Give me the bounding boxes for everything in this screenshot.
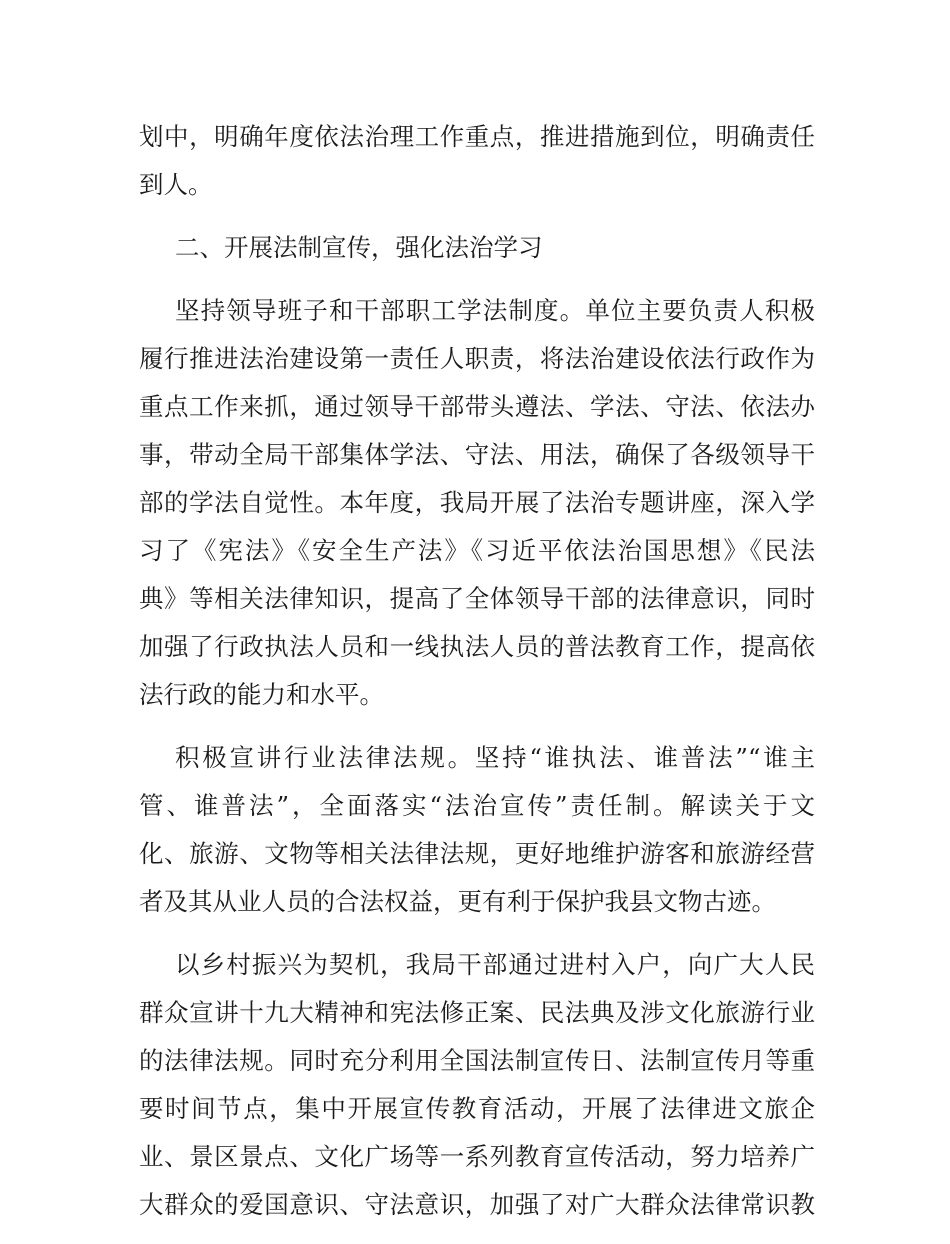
document-body xyxy=(139,113,815,1244)
text-line: 大群众的爱国意识、守法意识，加强了对广大群众法律常识教 xyxy=(139,1190,815,1219)
text-line: 法行政的能力和水平。 xyxy=(139,680,384,709)
text-line: 典》等相关法律知识，提高了全体领导干部的法律意识，同时 xyxy=(139,584,815,613)
text-line: 加强了行政执法人员和一线执法人员的普法教育工作，提高依 xyxy=(139,632,815,661)
heading-text: 二、开展法制宣传，强化法治学习 xyxy=(175,233,543,262)
text-line: 坚持领导班子和干部职工学法制度。单位主要负责人积极 xyxy=(175,296,815,325)
section-heading xyxy=(139,224,815,272)
text-line: 习了《宪法》《安全生产法》《习近平依法治国思想》《民法 xyxy=(139,536,815,565)
paragraph-continuation xyxy=(139,113,815,209)
text-line: 到人。 xyxy=(139,170,213,199)
text-line: 的法律法规。同时充分利用全国法制宣传日、法制宣传月等重 xyxy=(139,1046,815,1075)
text-line: 重点工作来抓，通过领导干部带头遵法、学法、守法、依法办 xyxy=(139,392,815,421)
text-line: 积极宣讲行业法律法规。坚持“谁执法、谁普法”“谁主 xyxy=(175,743,815,772)
text-line: 履行推进法治建设第一责任人职责，将法治建设依法行政作为 xyxy=(139,344,815,373)
paragraph-industry-law xyxy=(139,734,815,926)
text-line: 部的学法自觉性。本年度，我局开展了法治专题讲座，深入学 xyxy=(139,488,815,517)
text-line: 以乡村振兴为契机，我局干部通过进村入户，向广大人民 xyxy=(175,950,815,979)
text-line: 管、谁普法”，全面落实“法治宣传”责任制。解读关于文 xyxy=(139,791,815,820)
text-line: 化、旅游、文物等相关法律法规，更好地维护游客和旅游经营 xyxy=(139,839,815,868)
text-line: 业、景区景点、文化广场等一系列教育宣传活动，努力培养广 xyxy=(139,1142,815,1171)
paragraph-rural-revitalization xyxy=(139,941,815,1229)
text-line: 群众宣讲十九大精神和宪法修正案、民法典及涉文化旅游行业 xyxy=(139,998,815,1027)
text-line: 划中，明确年度依法治理工作重点，推进措施到位，明确责任 xyxy=(139,122,815,151)
paragraph-study-system xyxy=(139,287,815,719)
text-line: 事，带动全局干部集体学法、守法、用法，确保了各级领导干 xyxy=(139,440,815,469)
text-line: 要时间节点，集中开展宣传教育活动，开展了法律进文旅企 xyxy=(139,1094,815,1123)
text-line: 者及其从业人员的合法权益，更有利于保护我县文物古迹。 xyxy=(139,887,776,916)
